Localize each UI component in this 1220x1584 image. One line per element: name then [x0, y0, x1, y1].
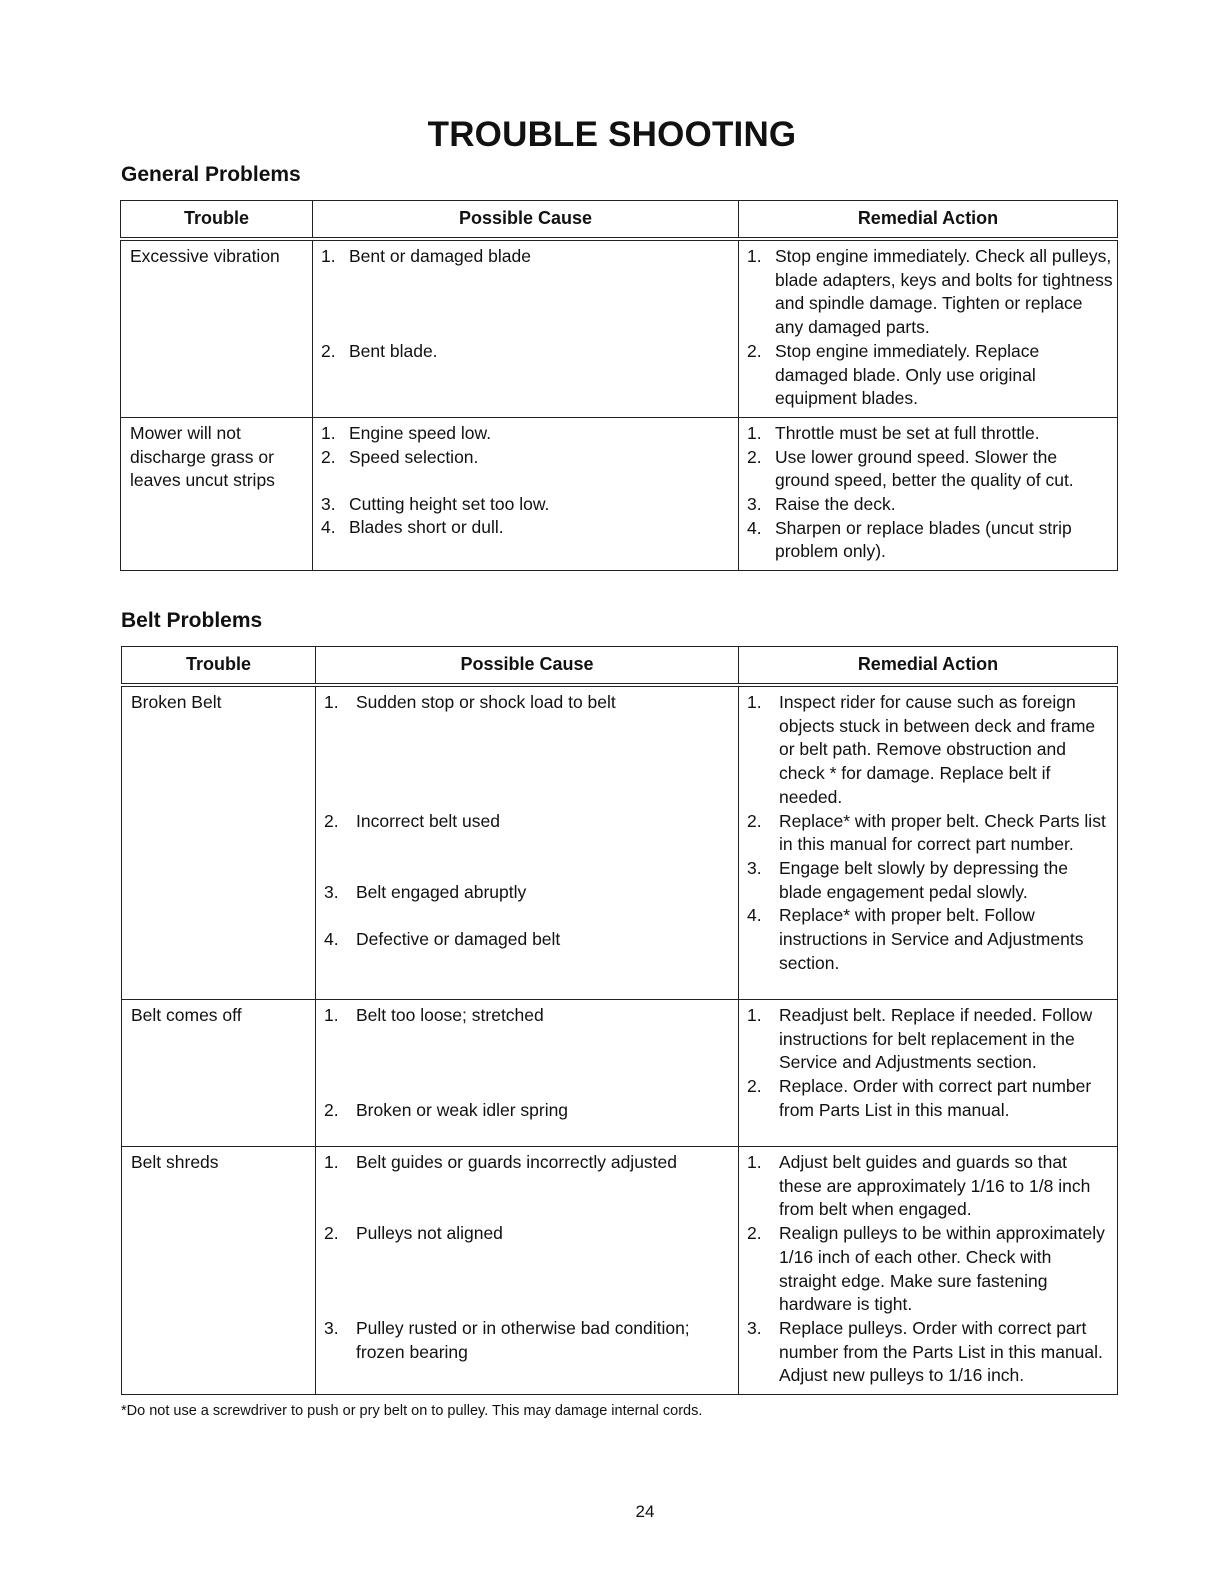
- item-text: Inspect rider for cause such as foreign objects stuck in between deck and frame or belt path. Remove obstruction and check * for damage. Replace belt if needed.: [779, 692, 1096, 807]
- item-number: 1.: [747, 1152, 762, 1172]
- trouble-cell: Excessive vibration: [121, 239, 313, 417]
- table-header-row: [121, 201, 1118, 240]
- list-item: [747, 691, 1113, 810]
- item-text: Sharpen or replace blades (uncut strip problem only).: [775, 517, 1072, 562]
- item-text: Realign pulleys to be within approximately 1/16 inch of each other. Check with straight edge. Make sure fastening hardware is tight.: [779, 1223, 1105, 1315]
- column-header-remedial-action: Remedial Action: [739, 647, 1118, 686]
- general-problems-table: [120, 200, 1118, 571]
- item-text: Pulleys not aligned: [356, 1223, 503, 1243]
- item-text: Speed selection.: [349, 446, 479, 467]
- item-text: Replace pulleys. Order with correct part number from the Parts List in this manual. Adjust new pulleys to 1/16 inch.: [779, 1317, 1103, 1386]
- item-number: 1.: [324, 1152, 339, 1172]
- list-item: [324, 1099, 734, 1123]
- action-cell: [739, 239, 1118, 417]
- table-row: [122, 1147, 1118, 1395]
- item-number: 1.: [324, 1005, 339, 1025]
- column-header-possible-cause: Possible Cause: [316, 647, 739, 686]
- list-item: [747, 1075, 1113, 1122]
- item-number: 3.: [321, 493, 336, 514]
- list-item: [321, 493, 734, 517]
- item-text: Stop engine immediately. Check all pulleys, blade adapters, keys and bolts for tightness and spindle damage. Tighten or replace any damaged parts.: [775, 246, 1113, 338]
- column-header-trouble: Trouble: [121, 201, 313, 240]
- list-item: [324, 1004, 734, 1099]
- item-text: Belt too loose; stretched: [356, 1005, 544, 1025]
- item-number: 2.: [747, 810, 762, 831]
- item-text: Belt engaged abruptly: [356, 882, 527, 902]
- list-item: [747, 245, 1113, 340]
- list-item: [324, 928, 734, 952]
- item-number: 2.: [321, 446, 336, 467]
- item-number: 4.: [747, 517, 762, 538]
- page-number: 24: [635, 1502, 655, 1521]
- item-number: 2.: [747, 340, 762, 361]
- table-header-row: [122, 647, 1118, 686]
- item-number: 1.: [321, 422, 336, 443]
- item-text: Bent or damaged blade: [349, 246, 531, 266]
- page-title: TROUBLE SHOOTING: [427, 115, 797, 155]
- item-text: Sudden stop or shock load to belt: [356, 692, 616, 712]
- column-header-possible-cause: Possible Cause: [313, 201, 739, 240]
- item-text: Cutting height set too low.: [349, 493, 550, 514]
- item-number: 2.: [324, 1100, 339, 1120]
- list-item: [747, 1317, 1113, 1388]
- list-item: [324, 1151, 734, 1222]
- table-row: [122, 1000, 1118, 1147]
- item-number: 1.: [747, 692, 762, 712]
- cause-cell: [316, 1000, 739, 1147]
- cause-cell: [316, 1147, 739, 1395]
- list-item: [324, 881, 734, 928]
- list-item: [324, 1222, 734, 1317]
- item-number: 1.: [747, 1005, 762, 1025]
- table-row: [121, 239, 1118, 417]
- action-cell: [739, 1147, 1118, 1395]
- item-text: Adjust belt guides and guards so that these are approximately 1/16 to 1/8 inch from belt when engaged.: [779, 1152, 1091, 1220]
- item-text: Throttle must be set at full throttle.: [775, 422, 1040, 443]
- trouble-cell: Broken Belt: [122, 685, 316, 1000]
- action-cell: [739, 1000, 1118, 1147]
- list-item: [747, 904, 1113, 975]
- list-item: [324, 810, 734, 881]
- item-number: 4.: [747, 905, 762, 926]
- list-item: [324, 691, 734, 810]
- cause-cell: [313, 417, 739, 570]
- table-row: [122, 685, 1118, 1000]
- item-text: Stop engine immediately. Replace damaged blade. Only use original equipment blades.: [775, 340, 1040, 409]
- general-problems-heading: General Problems: [121, 163, 301, 187]
- item-number: 2.: [324, 1223, 339, 1243]
- list-item: [747, 857, 1113, 904]
- item-number: 1.: [324, 692, 339, 712]
- item-text: Defective or damaged belt: [356, 929, 561, 949]
- item-number: 2.: [747, 1223, 762, 1244]
- list-item: [747, 517, 1113, 564]
- list-item: [747, 1151, 1113, 1222]
- cause-cell: [316, 685, 739, 1000]
- trouble-cell: Belt shreds: [122, 1147, 316, 1395]
- list-item: [321, 446, 734, 493]
- trouble-cell: Belt comes off: [122, 1000, 316, 1147]
- item-text: Use lower ground speed. Slower the ground speed, better the quality of cut.: [775, 446, 1074, 491]
- item-text: Incorrect belt used: [356, 811, 500, 831]
- item-number: 4.: [324, 929, 339, 949]
- list-item: [747, 340, 1113, 411]
- item-number: 2.: [747, 1076, 762, 1097]
- item-text: Pulley rusted or in otherwise bad condition; frozen bearing: [356, 1318, 690, 1362]
- item-text: Replace* with proper belt. Follow instructions in Service and Adjustments section.: [779, 905, 1084, 973]
- list-item: [747, 810, 1113, 857]
- item-number: 3.: [747, 857, 762, 878]
- action-cell: [739, 685, 1118, 1000]
- item-text: Engage belt slowly by depressing the blade engagement pedal slowly.: [779, 857, 1068, 902]
- belt-problems-heading: Belt Problems: [121, 609, 263, 633]
- item-text: Readjust belt. Replace if needed. Follow instructions for belt replacement in the Service and Adjustments section.: [779, 1005, 1093, 1073]
- list-item: [747, 446, 1113, 493]
- action-cell: [739, 417, 1118, 570]
- cause-cell: [313, 239, 739, 417]
- column-header-remedial-action: Remedial Action: [739, 201, 1118, 240]
- item-number: 1.: [747, 422, 762, 443]
- list-item: [321, 516, 734, 540]
- footnote: *Do not use a screwdriver to push or pry belt on to pulley. This may damage internal cords.: [121, 1403, 703, 1419]
- list-item: [747, 493, 1113, 517]
- item-text: Replace. Order with correct part number from Parts List in this manual.: [779, 1076, 1092, 1120]
- list-item: [324, 1317, 734, 1364]
- item-number: 3.: [324, 1318, 339, 1338]
- list-item: [747, 422, 1113, 446]
- item-text: Engine speed low.: [349, 422, 492, 443]
- item-number: 2.: [321, 341, 336, 361]
- item-number: 2.: [324, 811, 339, 831]
- belt-problems-table: [121, 646, 1118, 1395]
- list-item: [747, 1004, 1113, 1075]
- item-text: Raise the deck.: [775, 494, 896, 515]
- list-item: [747, 1222, 1113, 1317]
- item-number: 3.: [324, 882, 339, 902]
- item-number: 1.: [321, 246, 336, 266]
- item-number: 4.: [321, 517, 336, 538]
- trouble-cell: Mower will not discharge grass or leaves uncut strips: [121, 417, 313, 570]
- list-item: [321, 340, 734, 364]
- list-item: [321, 422, 734, 446]
- table-row: [121, 417, 1118, 570]
- item-text: Replace* with proper belt. Check Parts list in this manual for correct part number.: [779, 810, 1106, 855]
- list-item: [321, 245, 734, 340]
- column-header-trouble: Trouble: [122, 647, 316, 686]
- item-text: Belt guides or guards incorrectly adjusted: [356, 1152, 678, 1172]
- item-text: Bent blade.: [349, 341, 438, 361]
- item-number: 1.: [747, 246, 762, 266]
- item-number: 3.: [747, 1317, 762, 1338]
- item-number: 3.: [747, 494, 762, 515]
- item-text: Broken or weak idler spring: [356, 1100, 569, 1120]
- item-number: 2.: [747, 446, 762, 467]
- item-text: Blades short or dull.: [349, 517, 504, 538]
